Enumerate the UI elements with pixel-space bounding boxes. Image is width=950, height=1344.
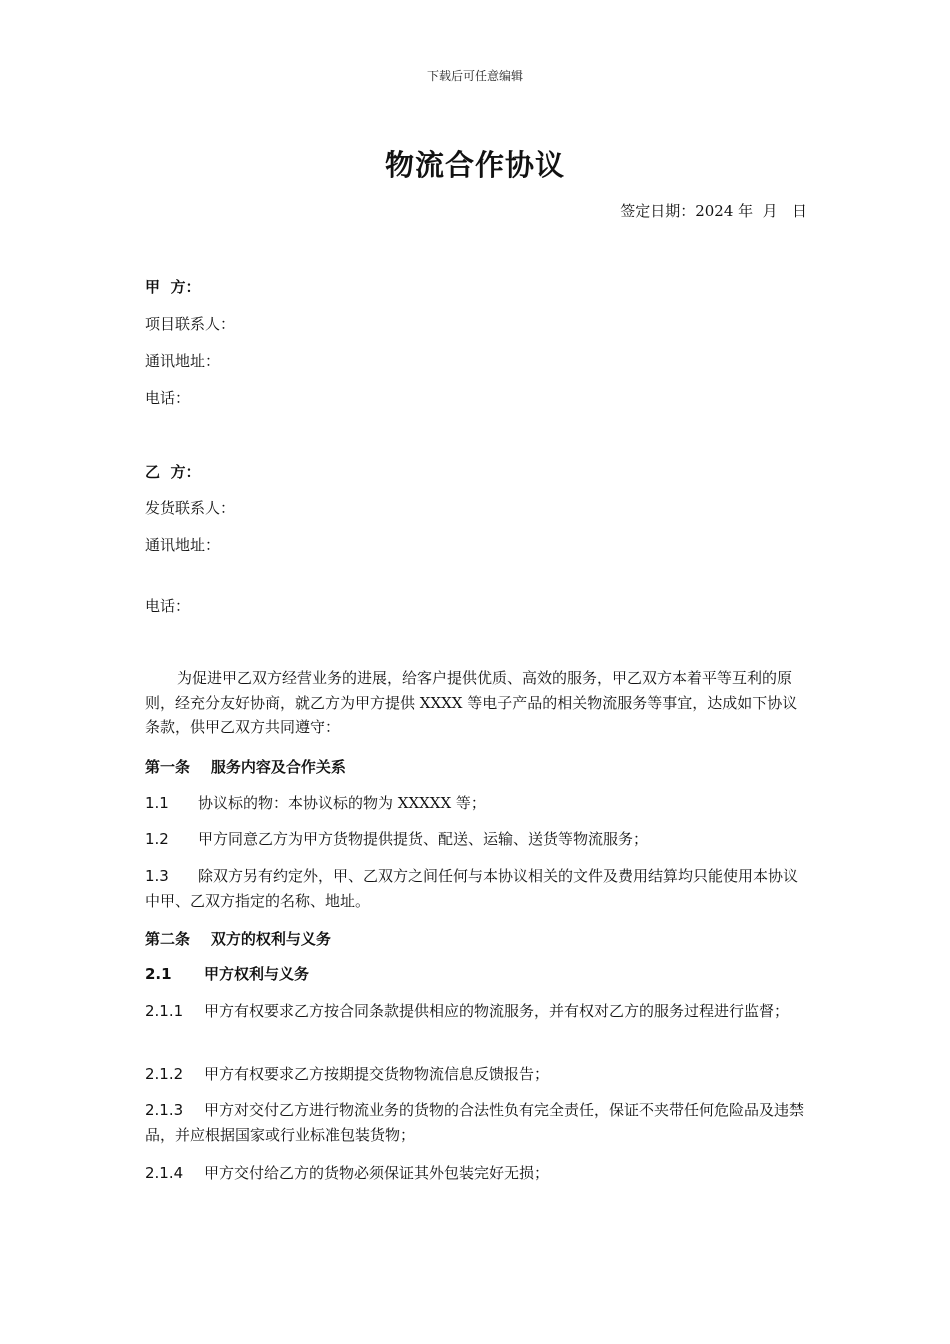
clause-1-3 xyxy=(145,864,807,913)
article-2-heading: 第二条 双方的权利与义务 xyxy=(145,930,331,948)
clause-text: 协议标的物：本协议标的物为 XXXXX 等； xyxy=(198,794,486,812)
clause-1-2 xyxy=(145,827,807,852)
party-a-address: 通讯地址： xyxy=(145,352,221,370)
clause-text: 甲方有权要求乙方按合同条款提供相应的物流服务，并有权对乙方的服务过程进行监督； xyxy=(204,1002,790,1020)
sign-date: 签定日期：2024 年 月 日 xyxy=(620,202,807,220)
clause-text: 甲方同意乙方为甲方货物提供提货、配送、运输、送货等物流服务； xyxy=(198,830,649,848)
clause-text: 甲方对交付乙方进行物流业务的货物的合法性负有完全责任，保证不夹带任何危险品及违禁品，并应根据国家或行业标准包装货物； xyxy=(145,1101,805,1144)
section-2-1-heading xyxy=(145,962,807,987)
clause-number: 2.1.2 xyxy=(145,1065,184,1083)
clause-1-1 xyxy=(145,791,807,816)
clause-number: 1.1 xyxy=(145,794,169,812)
clause-number: 2.1.4 xyxy=(145,1164,184,1182)
party-b-label: 乙 方： xyxy=(145,463,201,481)
section-number: 2.1 xyxy=(145,965,172,983)
party-a-phone: 电话： xyxy=(145,389,191,407)
clause-number: 2.1.3 xyxy=(145,1101,184,1119)
document-title: 物流合作协议 xyxy=(384,148,565,182)
party-b-phone: 电话： xyxy=(145,597,191,615)
intro-paragraph: 为促进甲乙双方经营业务的进展，给客户提供优质、高效的服务，甲乙双方本着平等互利的原则，经充分友好协商，就乙方为甲方提供 XXXX 等电子产品的相关物流服务等事宜，达成如下协议条款，供甲乙双方共同遵守： xyxy=(145,669,798,736)
article-1-heading: 第一条 服务内容及合作关系 xyxy=(145,758,346,776)
party-a-contact: 项目联系人： xyxy=(145,315,236,333)
clause-text: 甲方交付给乙方的货物必须保证其外包装完好无损； xyxy=(204,1164,550,1182)
clause-2-1-3 xyxy=(145,1098,807,1147)
section-title: 甲方权利与义务 xyxy=(204,965,310,983)
party-a-label: 甲 方： xyxy=(145,278,201,296)
clause-2-1-1 xyxy=(145,999,807,1024)
clause-2-1-2 xyxy=(145,1062,807,1087)
clause-number: 1.2 xyxy=(145,830,169,848)
clause-number: 1.3 xyxy=(145,867,169,885)
clause-text: 甲方有权要求乙方按期提交货物物流信息反馈报告； xyxy=(204,1065,550,1083)
party-b-address: 通讯地址： xyxy=(145,536,221,554)
clause-number: 2.1.1 xyxy=(145,1002,184,1020)
clause-2-1-4 xyxy=(145,1161,807,1186)
party-b-contact: 发货联系人： xyxy=(145,499,236,517)
header-note: 下载后可任意编辑 xyxy=(426,69,523,83)
clause-text: 除双方另有约定外，甲、乙双方之间任何与本协议相关的文件及费用结算均只能使用本协议中甲、乙双方指定的名称、地址。 xyxy=(145,867,799,910)
